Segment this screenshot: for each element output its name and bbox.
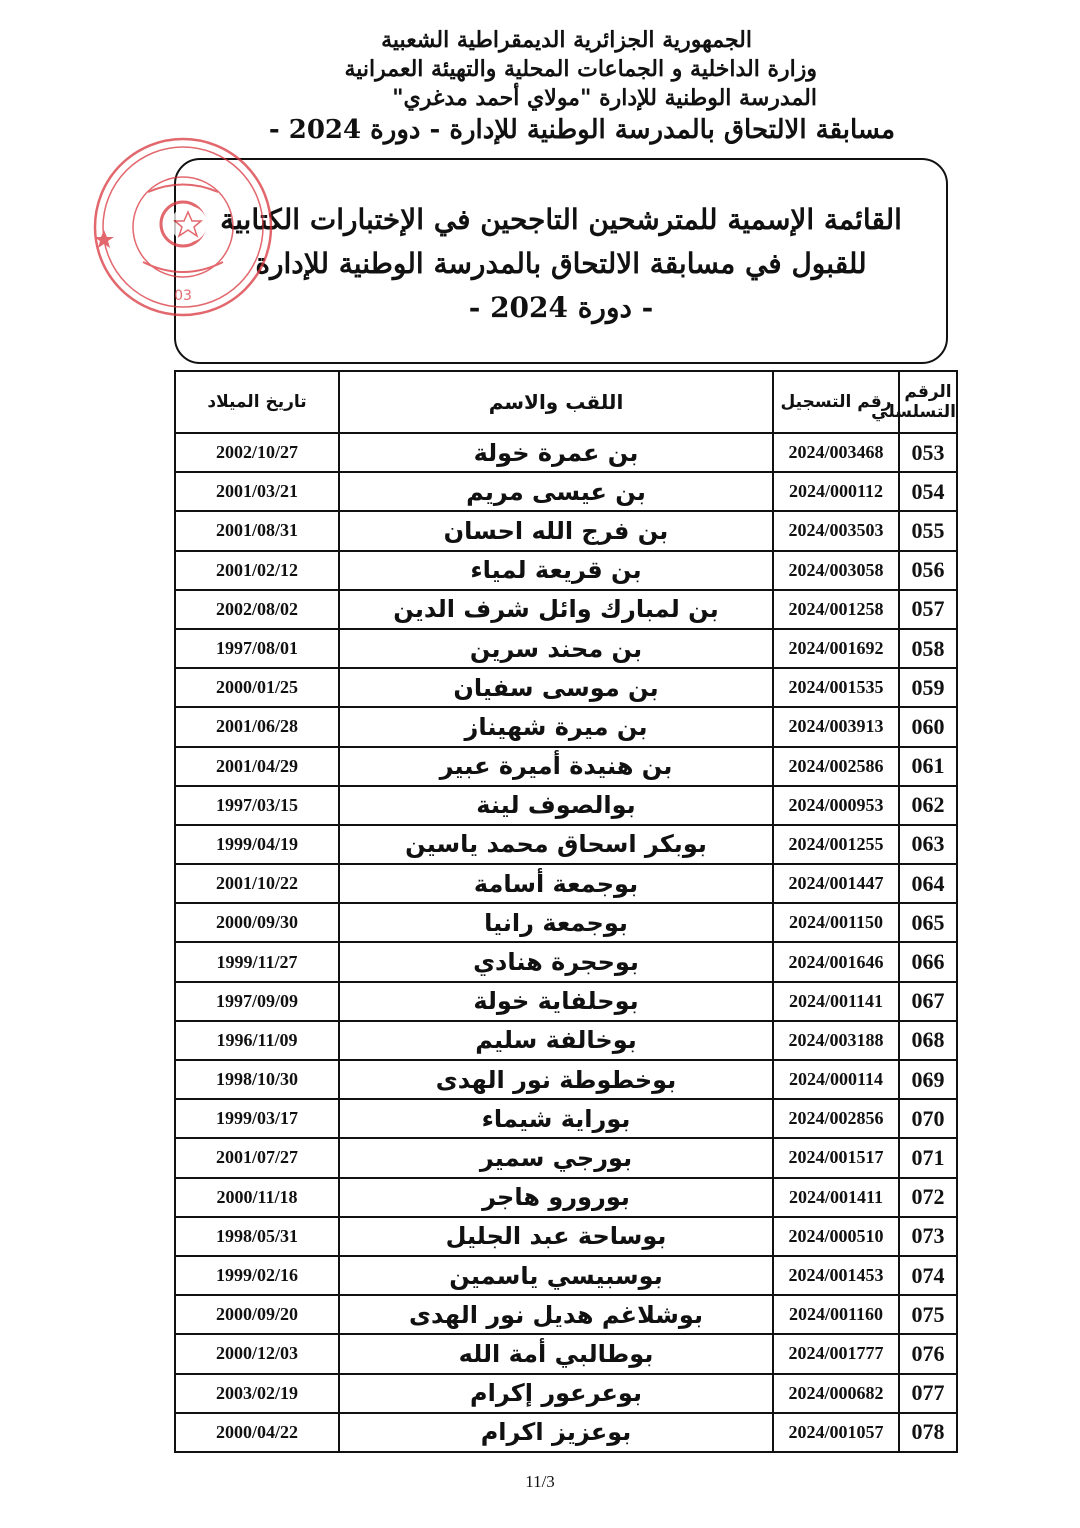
cell-registration: 2024/001258 [773,590,899,629]
table-row [175,942,957,981]
cell-birthdate: 1997/09/09 [175,982,339,1021]
title-line-2: للقبول في مسابقة الالتحاق بالمدرسة الوطنية للإدارة [255,247,867,280]
table-row [175,668,957,707]
header-name: اللقب والاسم [339,371,773,433]
cell-birthdate: 2000/09/20 [175,1295,339,1334]
title-line-1: القائمة الإسمية للمترشحين التاجحين في الإختبارات الكتابية [220,203,902,236]
cell-name: بوعزيز اكرام [339,1413,773,1452]
cell-birthdate: 1997/03/15 [175,786,339,825]
cell-serial: 076 [899,1334,957,1373]
cell-registration: 2024/001692 [773,629,899,668]
table-row [175,1099,957,1138]
cell-serial: 068 [899,1021,957,1060]
cell-name: بن عيسى مريم [339,472,773,511]
table-row [175,707,957,746]
cell-name: بوساحة عبد الجليل [339,1217,773,1256]
header-republic: الجمهورية الجزائرية الديمقراطية الشعبية [381,27,752,53]
cell-birthdate: 1999/04/19 [175,825,339,864]
cell-name: بوبكر اسحاق محمد ياسين [339,825,773,864]
cell-birthdate: 1998/05/31 [175,1217,339,1256]
table-row [175,982,957,1021]
cell-name: بوحجرة هنادي [339,942,773,981]
cell-birthdate: 2002/08/02 [175,590,339,629]
title-box [174,158,948,364]
candidates-table [174,370,958,1453]
cell-name: بوسبيسي ياسمين [339,1256,773,1295]
cell-name: بوجمعة رانيا [339,903,773,942]
cell-serial: 057 [899,590,957,629]
cell-registration: 2024/001453 [773,1256,899,1295]
table-row [175,1295,957,1334]
cell-birthdate: 2001/02/12 [175,551,339,590]
cell-registration: 2024/001057 [773,1413,899,1452]
table-row [175,472,957,511]
table-row [175,551,957,590]
cell-registration: 2024/001517 [773,1138,899,1177]
cell-registration: 2024/001141 [773,982,899,1021]
cell-name: بوطالبي أمة الله [339,1334,773,1373]
cell-name: بوخطوطة نور الهدى [339,1060,773,1099]
cell-name: بن فرج الله احسان [339,511,773,550]
cell-registration: 2024/000953 [773,786,899,825]
header-registration: رقم التسجيل [773,371,899,433]
cell-registration: 2024/001160 [773,1295,899,1334]
cell-registration: 2024/000682 [773,1374,899,1413]
cell-registration: 2024/003503 [773,511,899,550]
cell-name: بن موسى سفيان [339,668,773,707]
svg-text:03: 03 [174,288,192,304]
cell-registration: 2024/000114 [773,1060,899,1099]
table-row [175,903,957,942]
cell-birthdate: 2000/11/18 [175,1178,339,1217]
header-competition: مسابقة الالتحاق بالمدرسة الوطنية للإدارة - دورة 2024 - [268,115,895,145]
cell-birthdate: 1999/02/16 [175,1256,339,1295]
cell-name: بن هنيدة أميرة عبير [339,747,773,786]
cell-birthdate: 2000/04/22 [175,1413,339,1452]
cell-registration: 2024/001646 [773,942,899,981]
cell-birthdate: 2000/09/30 [175,903,339,942]
cell-birthdate: 1999/03/17 [175,1099,339,1138]
cell-serial: 064 [899,864,957,903]
cell-registration: 2024/001150 [773,903,899,942]
cell-birthdate: 2002/10/27 [175,433,339,472]
cell-name: بن محند سرين [339,629,773,668]
cell-serial: 067 [899,982,957,1021]
table-row [175,1413,957,1452]
cell-serial: 071 [899,1138,957,1177]
table-header-row [175,371,957,433]
cell-registration: 2024/001535 [773,668,899,707]
header-serial: الرقم التسلسلي [899,371,957,433]
table-row [175,1060,957,1099]
header-ministry: وزارة الداخلية و الجماعات المحلية والتهيئة العمرانية [344,56,817,82]
cell-birthdate: 2001/07/27 [175,1138,339,1177]
cell-name: بورجي سمير [339,1138,773,1177]
cell-serial: 061 [899,747,957,786]
table-row [175,1217,957,1256]
table-row [175,1138,957,1177]
cell-name: بن ميرة شهيناز [339,707,773,746]
cell-birthdate: 2003/02/19 [175,1374,339,1413]
cell-registration: 2024/002586 [773,747,899,786]
cell-serial: 063 [899,825,957,864]
cell-name: بن لمبارك وائل شرف الدين [339,590,773,629]
cell-serial: 072 [899,1178,957,1217]
cell-registration: 2024/000510 [773,1217,899,1256]
cell-name: بن عمرة خولة [339,433,773,472]
cell-birthdate: 1997/08/01 [175,629,339,668]
table-row [175,786,957,825]
cell-registration: 2024/003058 [773,551,899,590]
cell-registration: 2024/001255 [773,825,899,864]
cell-name: بوجمعة أسامة [339,864,773,903]
cell-registration: 2024/003188 [773,1021,899,1060]
cell-serial: 062 [899,786,957,825]
cell-serial: 075 [899,1295,957,1334]
cell-registration: 2024/002856 [773,1099,899,1138]
cell-registration: 2024/001777 [773,1334,899,1373]
cell-name: بوالصوف لينة [339,786,773,825]
cell-serial: 078 [899,1413,957,1452]
cell-registration: 2024/001447 [773,864,899,903]
table-row [175,511,957,550]
cell-serial: 053 [899,433,957,472]
table-row [175,590,957,629]
title-line-3: - دورة 2024 - [468,291,654,324]
cell-serial: 074 [899,1256,957,1295]
cell-serial: 070 [899,1099,957,1138]
cell-birthdate: 2001/03/21 [175,472,339,511]
cell-birthdate: 2000/12/03 [175,1334,339,1373]
cell-birthdate: 2000/01/25 [175,668,339,707]
table-row [175,1178,957,1217]
table-row [175,1021,957,1060]
table-row [175,864,957,903]
cell-serial: 058 [899,629,957,668]
page-number: 11/3 [525,1472,555,1491]
cell-registration: 2024/000112 [773,472,899,511]
cell-birthdate: 2001/04/29 [175,747,339,786]
cell-name: بوحلفاية خولة [339,982,773,1021]
table-row [175,629,957,668]
official-stamp-seal [88,132,278,322]
cell-serial: 056 [899,551,957,590]
cell-name: بن قريعة لمياء [339,551,773,590]
table-row [175,825,957,864]
cell-serial: 054 [899,472,957,511]
cell-name: بوراية شيماء [339,1099,773,1138]
cell-birthdate: 1998/10/30 [175,1060,339,1099]
cell-name: بوعرعور إكرام [339,1374,773,1413]
cell-birthdate: 2001/10/22 [175,864,339,903]
cell-name: بوشلاغم هديل نور الهدى [339,1295,773,1334]
cell-serial: 059 [899,668,957,707]
document-header [0,26,1080,147]
cell-serial: 055 [899,511,957,550]
cell-serial: 073 [899,1217,957,1256]
cell-birthdate: 1996/11/09 [175,1021,339,1060]
cell-birthdate: 2001/06/28 [175,707,339,746]
cell-serial: 065 [899,903,957,942]
cell-serial: 066 [899,942,957,981]
table-row [175,1374,957,1413]
cell-name: بوخالفة سليم [339,1021,773,1060]
cell-serial: 069 [899,1060,957,1099]
cell-birthdate: 2001/08/31 [175,511,339,550]
table-row [175,1256,957,1295]
cell-registration: 2024/003468 [773,433,899,472]
cell-birthdate: 1999/11/27 [175,942,339,981]
cell-serial: 060 [899,707,957,746]
table-row [175,433,957,472]
cell-name: بورورو هاجر [339,1178,773,1217]
table-row [175,747,957,786]
cell-serial: 077 [899,1374,957,1413]
cell-registration: 2024/001411 [773,1178,899,1217]
header-school: المدرسة الوطنية للإدارة "مولاي أحمد مدغري" [392,85,817,111]
cell-registration: 2024/003913 [773,707,899,746]
table-row [175,1334,957,1373]
header-birthdate: تاريخ الميلاد [175,371,339,433]
